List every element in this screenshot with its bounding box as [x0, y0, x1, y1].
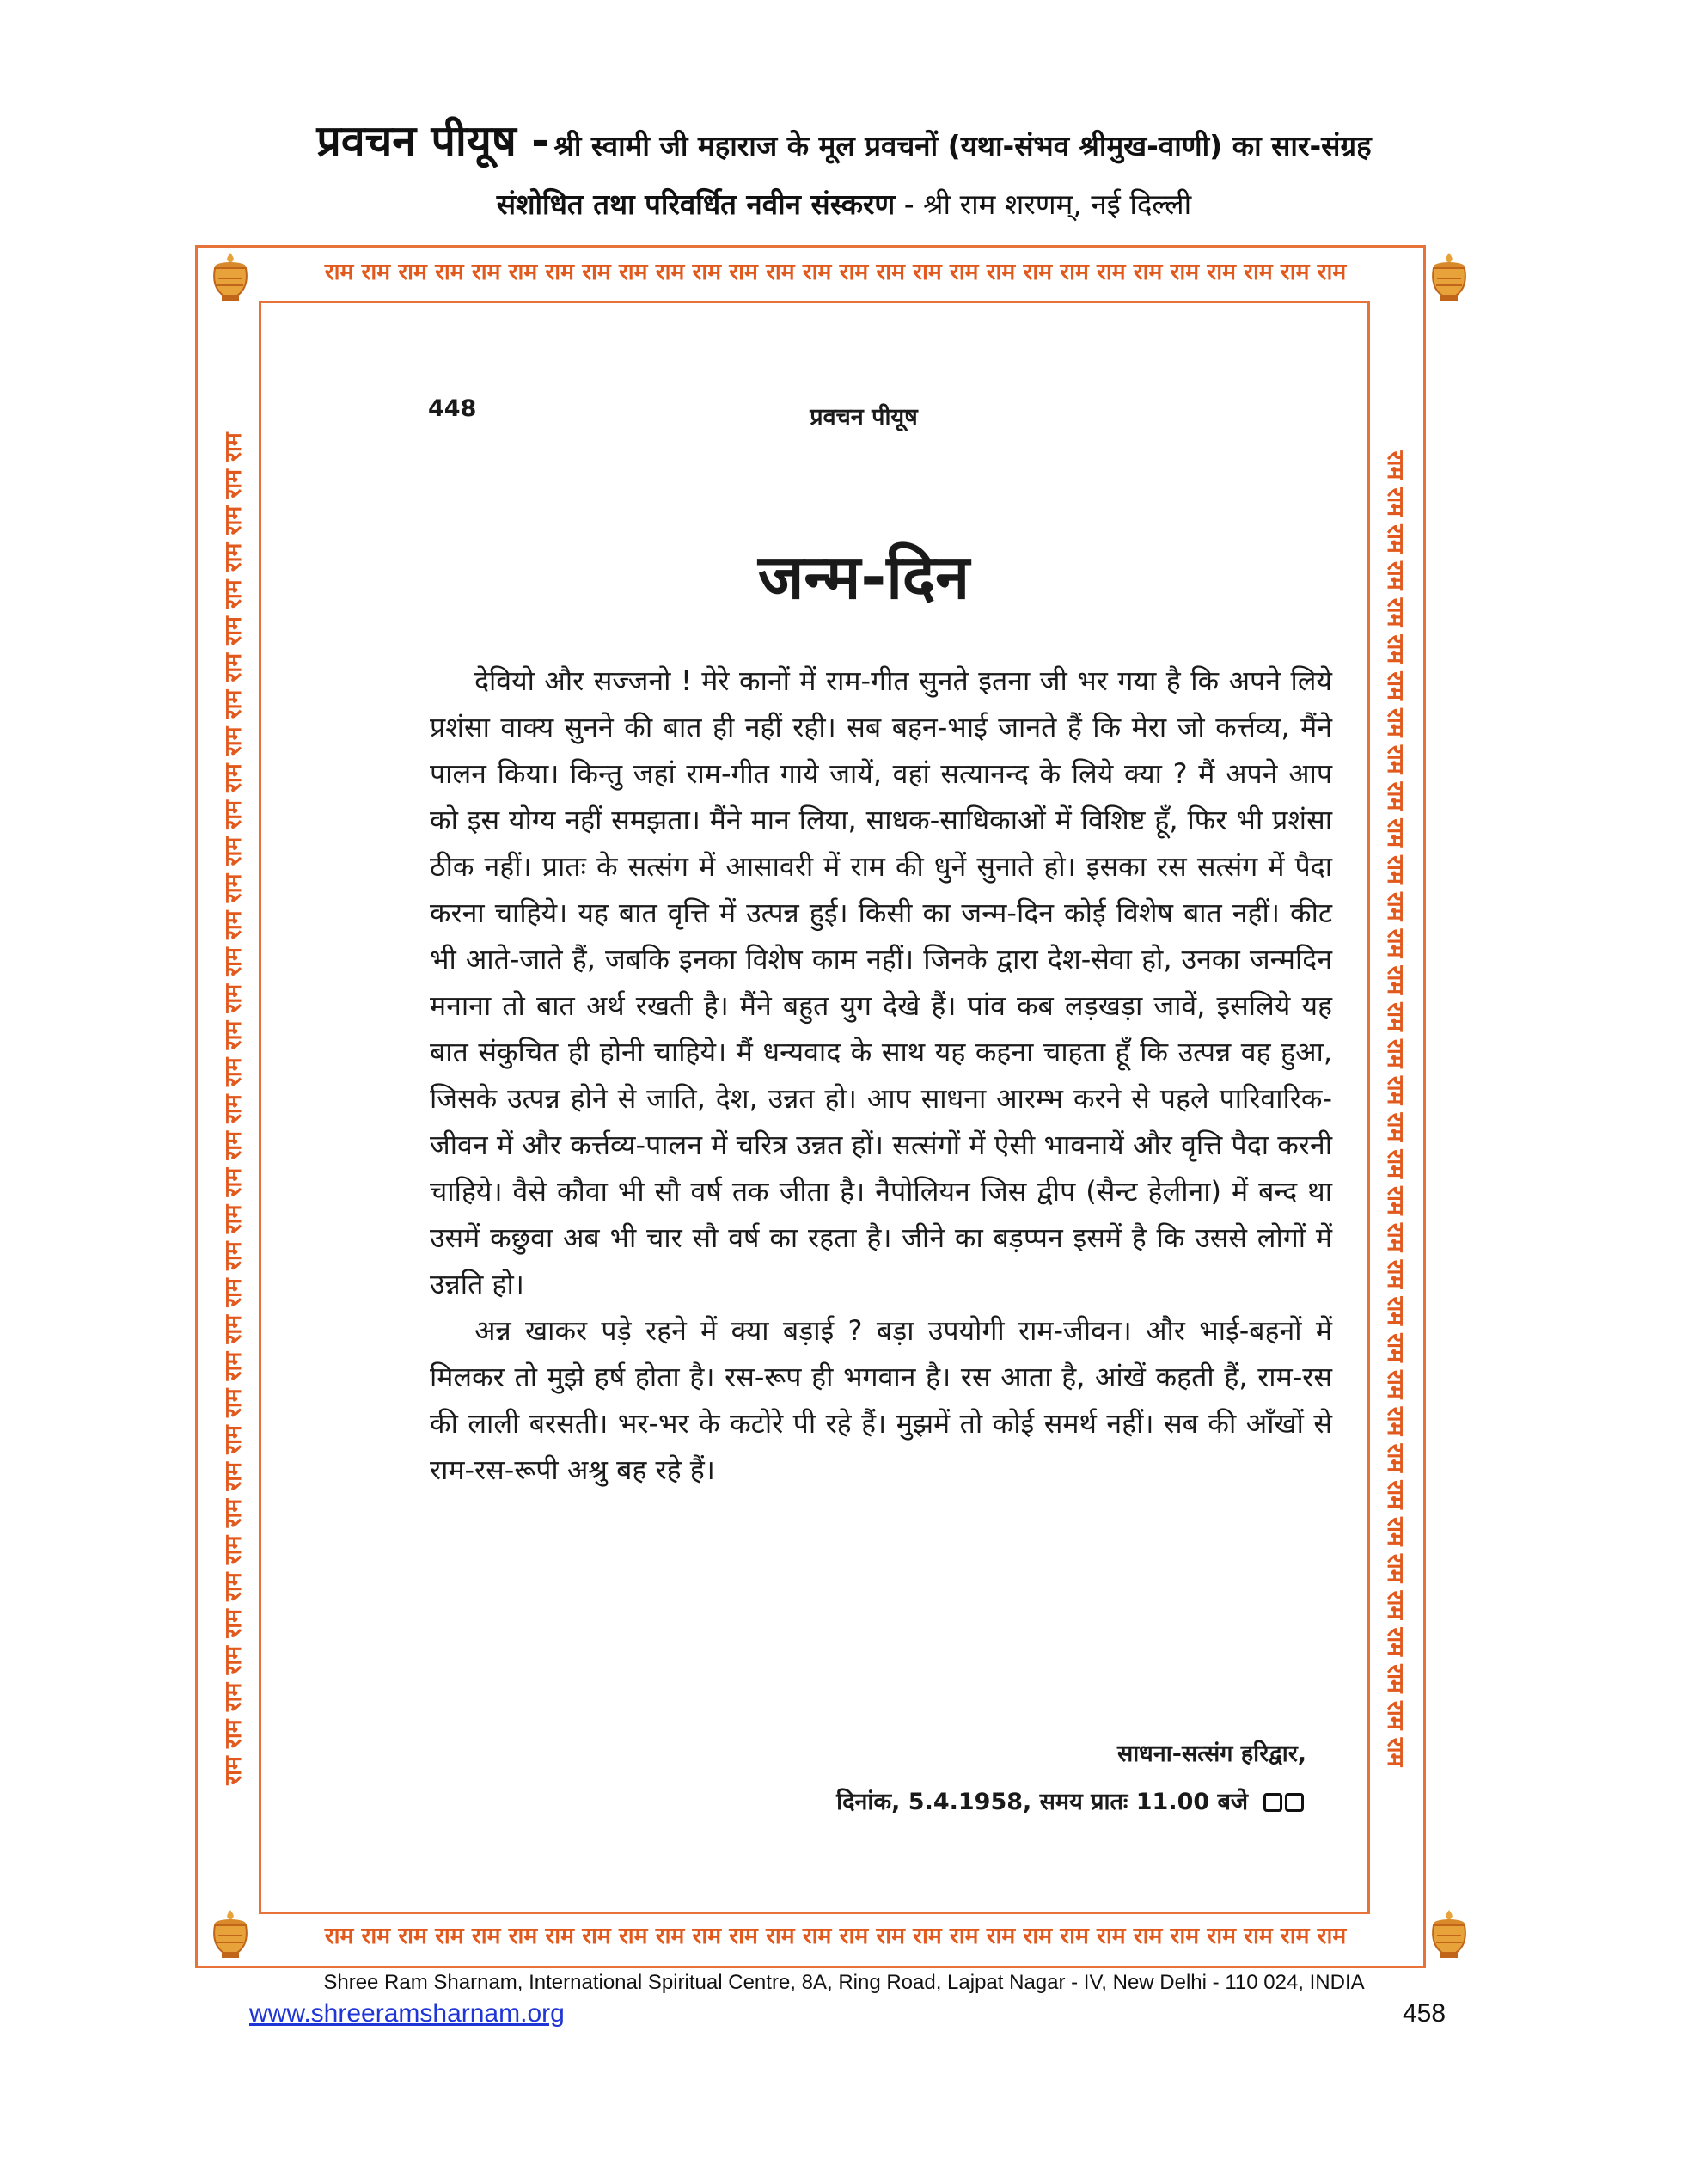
- signature-place: साधना-सत्संग हरिद्वार,: [1116, 1740, 1306, 1767]
- chapter-title: जन्म-दिन: [757, 541, 970, 613]
- kalash-icon: [1422, 1906, 1477, 1961]
- document-header: [0, 110, 1688, 168]
- edition-rest: - श्री राम शरणम्, नई दिल्ली: [895, 187, 1192, 221]
- body-text: [430, 658, 1332, 1493]
- end-mark-icon: [1263, 1791, 1306, 1818]
- book-page-scan: [387, 378, 1341, 1874]
- website-link[interactable]: www.shreeramsharnam.org: [249, 1999, 565, 2028]
- footer-page-number: 458: [1403, 1999, 1446, 2028]
- kalash-icon: [203, 1906, 258, 1961]
- signature-date: दिनांक, 5.4.1958, समय प्रातः 11.00 बजे: [836, 1789, 1248, 1815]
- footer-address: Shree Ram Sharnam, International Spiritual Centre, 8A, Ring Road, Lajpat Nagar - IV, New Delhi - 110 024, INDIA: [323, 1971, 1365, 1994]
- ram-border-right: [1371, 318, 1422, 1900]
- paragraph: अन्न खाकर पड़े रहने में क्या बड़ाई ? बड़ा उपयोगी राम-जीवन। और भाई-बहनों में मिलकर तो मुझे हर्ष होता है। रस-रूप ही भगवान है। रस आता है, आंखें कहती हैं, राम-रस की लाली बरसती। भर-भर के कटोरे पी रहे हैं। मुझमें तो कोई समर्थ नहीं। सब की आँखों से राम-रस-रूपी अश्रु बह रहे हैं।: [430, 1314, 1332, 1486]
- edition-bold: संशोधित तथा परिवर्धित नवीन संस्करण: [496, 187, 896, 221]
- running-head: प्रवचन पीयूष: [810, 404, 918, 431]
- ram-border-top: राम राम राम राम राम राम राम राम राम राम राम राम राम राम राम राम राम राम राम राम राम राम राम राम राम राम राम राम: [324, 259, 1347, 285]
- ram-border-left: [206, 318, 258, 1900]
- ram-border-bottom: राम राम राम राम राम राम राम राम राम राम राम राम राम राम राम राम राम राम राम राम राम राम राम राम राम राम राम राम: [324, 1923, 1347, 1949]
- header-subtitle: श्री स्वामी जी महाराज के मूल प्रवचनों (यथा-संभव श्रीमुख-वाणी) का सार-संग्रह: [553, 129, 1372, 162]
- book-page-number: 448: [428, 395, 477, 422]
- ram-border-left-text: राम राम राम राम राम राम राम राम राम राम राम राम राम राम राम राम राम राम राम राम राम राम राम राम राम राम राम राम राम राम राम राम राम राम राम राम राम: [220, 432, 247, 1785]
- paragraph: देवियो और सज्जनो ! मेरे कानों में राम-गीत सुनते इतना जी भर गया है कि अपने लिये प्रशंसा वाक्य सुनने की बात ही नहीं रही। सब बहन-भाई जानते हैं कि मेरा जो कर्त्तव्य, मैंने पालन किया। किन्तु जहां राम-गीत गाये जायें, वहां सत्यानन्द के लिये क्या ? मैं अपने आप को इस योग्य नहीं समझता। मैंने मान लिया, साधक-साधिकाओं में विशिष्ट हूँ, फिर भी प्रशंसा ठीक नहीं। प्रातः के सत्संग में आसावरी में राम की धुनें सुनाते हो। इसका रस सत्संग में पैदा करना चाहिये। यह बात वृत्ति में उत्पन्न हुई। किसी का जन्म-दिन कोई विशेष बात नहीं। कीट भी आते-जाते हैं, जबकि इनका विशेष काम नहीं। जिनके द्वारा देश-सेवा हो, उनका जन्मदिन मनाना तो बात अर्थ रखती है। मैंने बहुत युग देखे हैं। पांव कब लड़खड़ा जावें, इसलिये यह बात संकुचित ही होनी चाहिये। मैं धन्यवाद के साथ यह कहना चाहता हूँ कि उत्पन्न वह हुआ, जिसके उत्पन्न होने से जाति, देश, उन्नत हो। आप साधना आरम्भ करने से पहले पारिवारिक-जीवन में और कर्त्तव्य-पालन में चरित्र उन्नत हों। सत्संगों में ऐसी भावनायें और वृत्ति पैदा करनी चाहिये। वैसे कौवा भी सौ वर्ष तक जीता है। नैपोलियन जिस द्वीप (सैन्ट हेलीना) में बन्द था उसमें कछुवा अब भी चार सौ वर्ष का रहता है। जीने का बड़प्पन इसमें है कि उससे लोगों में उन्नति हो।: [430, 664, 1332, 1300]
- edition-line: [0, 184, 1688, 223]
- signature-date-line: [836, 1784, 1306, 1818]
- header-title: प्रवचन पीयूष -: [316, 116, 549, 166]
- kalash-icon: [1422, 249, 1477, 304]
- ram-border-right-text: राम राम राम राम राम राम राम राम राम राम राम राम राम राम राम राम राम राम राम राम राम राम राम राम राम राम राम राम राम राम राम राम राम राम राम राम: [1382, 450, 1409, 1767]
- kalash-icon: [203, 249, 258, 304]
